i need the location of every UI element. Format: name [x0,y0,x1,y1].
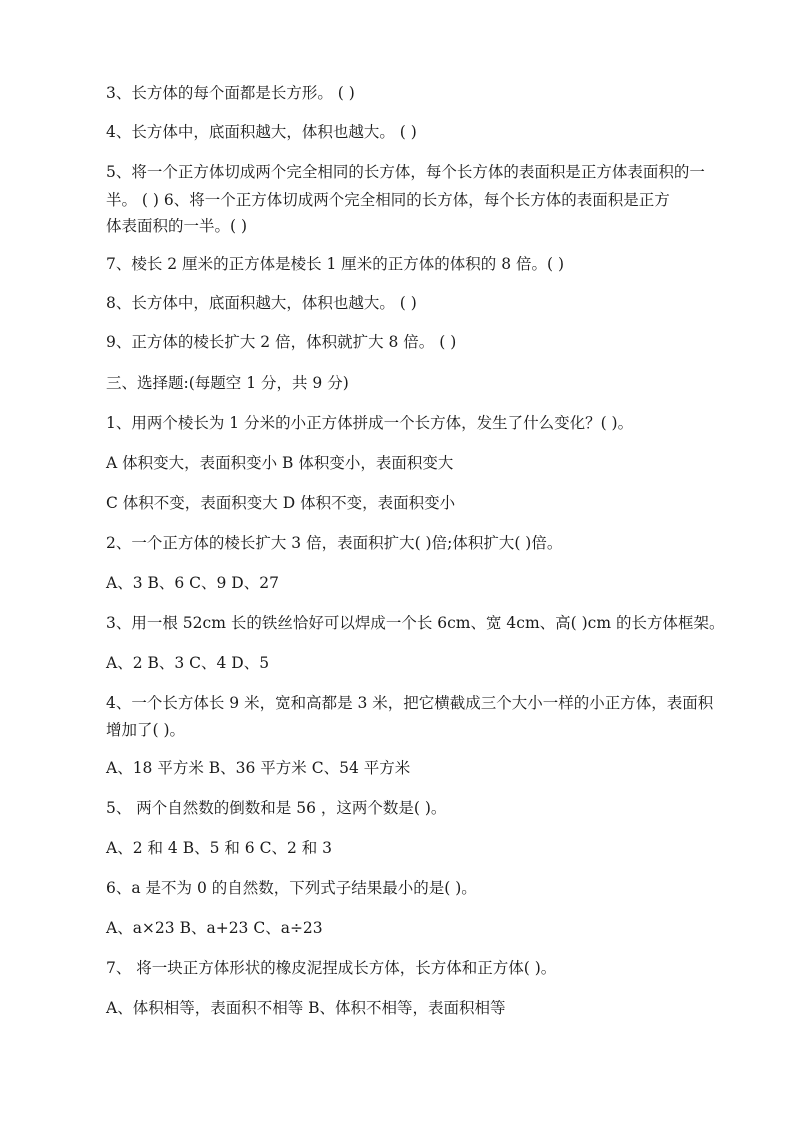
section-heading-choice: 三、选择题:(每题空 1 分，共 9 分) [106,374,349,392]
choice-6-options: A、a×23 B、a+23 C、a÷23 [106,919,323,937]
choice-3-options: A、2 B、3 C、4 D、5 [106,654,270,672]
choice-item-2: 2、一个正方体的棱长扩大 3 倍，表面积扩大( )倍;体积扩大( )倍。 [106,534,563,552]
judge-item-4: 4、长方体中，底面积越大，体积也越大。 ( ) [106,123,417,141]
choice-item-3: 3、用一根 52cm 长的铁丝恰好可以焊成一个长 6cm、宽 4cm、高( )cm 的长方体框架。 [106,614,725,632]
judge-item-5-line2: 半。 ( ) 6、将一个正方体切成两个完全相同的长方体，每个长方体的表面积是正方 [106,191,670,209]
judge-item-3: 3、长方体的每个面都是长方形。 ( ) [106,84,355,102]
judge-item-6-line2: 体表面积的一半。( ) [106,217,248,235]
judge-item-8: 8、长方体中，底面积越大，体积也越大。 ( ) [106,294,417,312]
choice-item-6: 6、a 是不为 0 的自然数，下列式子结果最小的是( )。 [106,879,477,897]
choice-item-5: 5、 两个自然数的倒数和是 56 ，这两个数是( )。 [106,799,447,817]
judge-item-5-line1: 5、将一个正方体切成两个完全相同的长方体，每个长方体的表面积是正方体表面积的一 [106,163,705,181]
choice-item-1: 1、用两个棱长为 1 分米的小正方体拼成一个长方体，发生了什么变化？( )。 [106,414,634,432]
judge-item-9: 9、正方体的棱长扩大 2 倍，体积就扩大 8 倍。 ( ) [106,333,457,351]
choice-4-options: A、18 平方米 B、36 平方米 C、54 平方米 [106,759,411,777]
choice-1-options-ab: A 体积变大，表面积变小 B 体积变小，表面积变大 [106,454,454,472]
choice-item-7: 7、 将一块正方体形状的橡皮泥捏成长方体，长方体和正方体( )。 [106,959,557,977]
choice-item-4-line1: 4、一个长方体长 9 米，宽和高都是 3 米，把它横截成三个大小一样的小正方体，表面积 [106,694,714,712]
choice-5-options: A、2 和 4 B、5 和 6 C、2 和 3 [106,839,333,857]
choice-1-options-cd: C 体积不变，表面积变大 D 体积不变，表面积变小 [106,494,456,512]
choice-7-options: A、体积相等，表面积不相等 B、体积不相等，表面积相等 [106,999,506,1017]
choice-item-4-line2: 增加了( )。 [106,721,186,739]
judge-item-7: 7、棱长 2 厘米的正方体是棱长 1 厘米的正方体的体积的 8 倍。( ) [106,255,565,273]
choice-2-options: A、3 B、6 C、9 D、27 [106,574,279,592]
